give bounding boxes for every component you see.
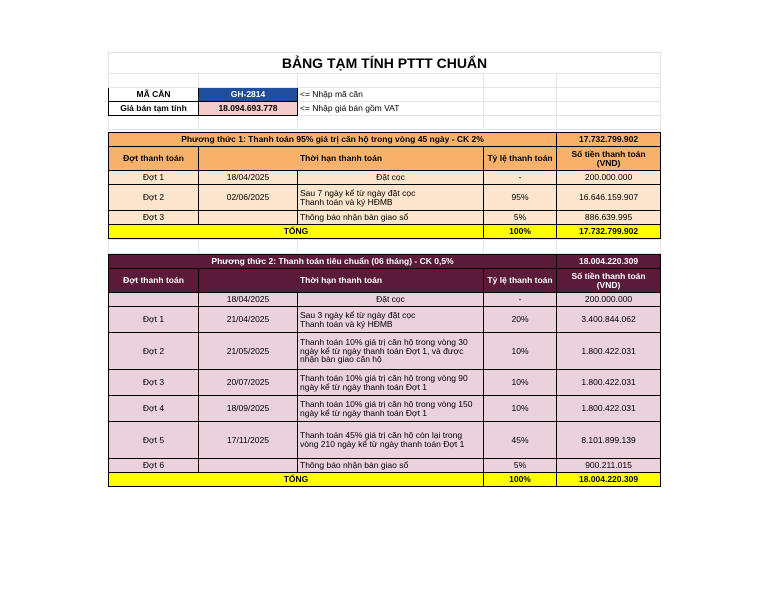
cell-amount: 886.639.995 <box>557 211 661 225</box>
table-row <box>109 459 661 473</box>
cell-desc: Sau 7 ngày kể từ ngày đặt cọc Thanh toán và ký HĐMB <box>298 185 484 211</box>
pt1-header-dot: Đợt thanh toán <box>109 147 199 171</box>
cell-amount: 1.800.422.031 <box>557 396 661 422</box>
cell-ratio: 10% <box>484 333 557 370</box>
table-row <box>109 422 661 459</box>
cell-date <box>199 211 298 225</box>
cell-date: 18/09/2025 <box>199 396 298 422</box>
cell-ratio: 5% <box>484 459 557 473</box>
table-row <box>109 333 661 370</box>
cell-date: 18/04/2025 <box>199 293 298 307</box>
page-title: BẢNG TẠM TÍNH PTTT CHUẨN <box>109 53 661 74</box>
cell-ratio: - <box>484 293 557 307</box>
cell-amount: 16.646.159.907 <box>557 185 661 211</box>
cell-dot: Đợt 5 <box>109 422 199 459</box>
pt1-title: Phương thức 1: Thanh toán 95% giá trị căn hộ trong vòng 45 ngày - CK 2% <box>109 133 557 147</box>
payment-method-1-table <box>108 132 661 239</box>
code-input[interactable]: GH-2814 <box>199 88 298 102</box>
cell-date: 17/11/2025 <box>199 422 298 459</box>
cell-ratio: - <box>484 171 557 185</box>
total-row <box>109 473 661 487</box>
cell-dot: Đợt 3 <box>109 370 199 396</box>
cell-dot: Đợt 3 <box>109 211 199 225</box>
price-hint: <= Nhập giá bán gồm VAT <box>298 102 484 116</box>
cell-date: 21/05/2025 <box>199 333 298 370</box>
cell-amount: 1.800.422.031 <box>557 370 661 396</box>
cell-desc: Sau 3 ngày kể từ ngày đặt cọc Thanh toán và ký HĐMB <box>298 307 484 333</box>
code-hint: <= Nhập mã căn <box>298 88 484 102</box>
cell-amount: 900.211.015 <box>557 459 661 473</box>
pt2-title: Phương thức 2: Thanh toán tiêu chuẩn (06 tháng) - CK 0,5% <box>109 255 557 269</box>
table-row <box>109 370 661 396</box>
cell-desc: Đặt cọc <box>298 293 484 307</box>
total-label: TỔNG <box>109 473 484 487</box>
cell-dot: Đợt 4 <box>109 396 199 422</box>
total-amount: 17.732.799.902 <box>557 225 661 239</box>
cell-date <box>199 459 298 473</box>
cell-dot: Đợt 1 <box>109 307 199 333</box>
pt1-header-ratio: Tỷ lệ thanh toán <box>484 147 557 171</box>
total-row <box>109 225 661 239</box>
cell-desc: Thanh toán 10% giá trị căn hộ trong vòng 90 ngày kể từ ngày thanh toán Đợt 1 <box>298 370 484 396</box>
cell-desc: Thanh toán 45% giá trị căn hộ còn lại trong vòng 210 ngày kể từ ngày thanh toán Đợt 1 <box>298 422 484 459</box>
table-row <box>109 185 661 211</box>
pt2-header-time: Thời hạn thanh toán <box>199 269 484 293</box>
cell-ratio: 5% <box>484 211 557 225</box>
total-label: TỔNG <box>109 225 484 239</box>
cell-desc: Thanh toán 10% giá trị căn hộ trong vòng 150 ngày kể từ ngày thanh toán Đợt 1 <box>298 396 484 422</box>
cell-date: 20/07/2025 <box>199 370 298 396</box>
cell-amount: 200.000.000 <box>557 171 661 185</box>
cell-amount: 1.800.422.031 <box>557 333 661 370</box>
cell-desc: Thanh toán 10% giá trị căn hộ trong vòng 30 ngày kể từ ngày thanh toán Đợt 1, và được nhận bàn giao căn hộ <box>298 333 484 370</box>
pt2-header-amount: Số tiền thanh toán (VND) <box>557 269 661 293</box>
cell-amount: 200.000.000 <box>557 293 661 307</box>
cell-desc: Thông báo nhận bàn giao sổ <box>298 211 484 225</box>
cell-dot: Đợt 1 <box>109 171 199 185</box>
table-row <box>109 211 661 225</box>
cell-dot: Đợt 2 <box>109 333 199 370</box>
table-row <box>109 396 661 422</box>
code-label: MÃ CĂN <box>109 88 199 102</box>
table-row <box>109 293 661 307</box>
cell-ratio: 10% <box>484 396 557 422</box>
price-label: Giá bán tạm tính <box>109 102 199 116</box>
cell-dot <box>109 293 199 307</box>
cell-ratio: 45% <box>484 422 557 459</box>
total-amount: 18.004.220.309 <box>557 473 661 487</box>
spacer-rows <box>108 239 661 254</box>
pt2-header-dot: Đợt thanh toán <box>109 269 199 293</box>
cell-date: 18/04/2025 <box>199 171 298 185</box>
cell-ratio: 95% <box>484 185 557 211</box>
cell-dot: Đợt 2 <box>109 185 199 211</box>
cell-date: 02/06/2025 <box>199 185 298 211</box>
price-input[interactable]: 18.094.693.778 <box>199 102 298 116</box>
header-table <box>108 52 661 130</box>
pt2-header-ratio: Tỷ lệ thanh toán <box>484 269 557 293</box>
spreadsheet <box>108 52 660 487</box>
cell-ratio: 20% <box>484 307 557 333</box>
pt1-total-value: 17.732.799.902 <box>557 133 661 147</box>
total-ratio: 100% <box>484 473 557 487</box>
cell-date: 21/04/2025 <box>199 307 298 333</box>
total-ratio: 100% <box>484 225 557 239</box>
cell-dot: Đợt 6 <box>109 459 199 473</box>
cell-amount: 8.101.899.139 <box>557 422 661 459</box>
payment-method-2-table <box>108 254 661 487</box>
table-row <box>109 171 661 185</box>
pt2-total-value: 18.004.220.309 <box>557 255 661 269</box>
cell-ratio: 10% <box>484 370 557 396</box>
cell-desc: Đặt cọc <box>298 171 484 185</box>
pt1-header-time: Thời hạn thanh toán <box>199 147 484 171</box>
cell-desc: Thông báo nhận bàn giao sổ <box>298 459 484 473</box>
pt1-header-amount: Số tiền thanh toán (VND) <box>557 147 661 171</box>
table-row <box>109 307 661 333</box>
cell-amount: 3.400.844.062 <box>557 307 661 333</box>
